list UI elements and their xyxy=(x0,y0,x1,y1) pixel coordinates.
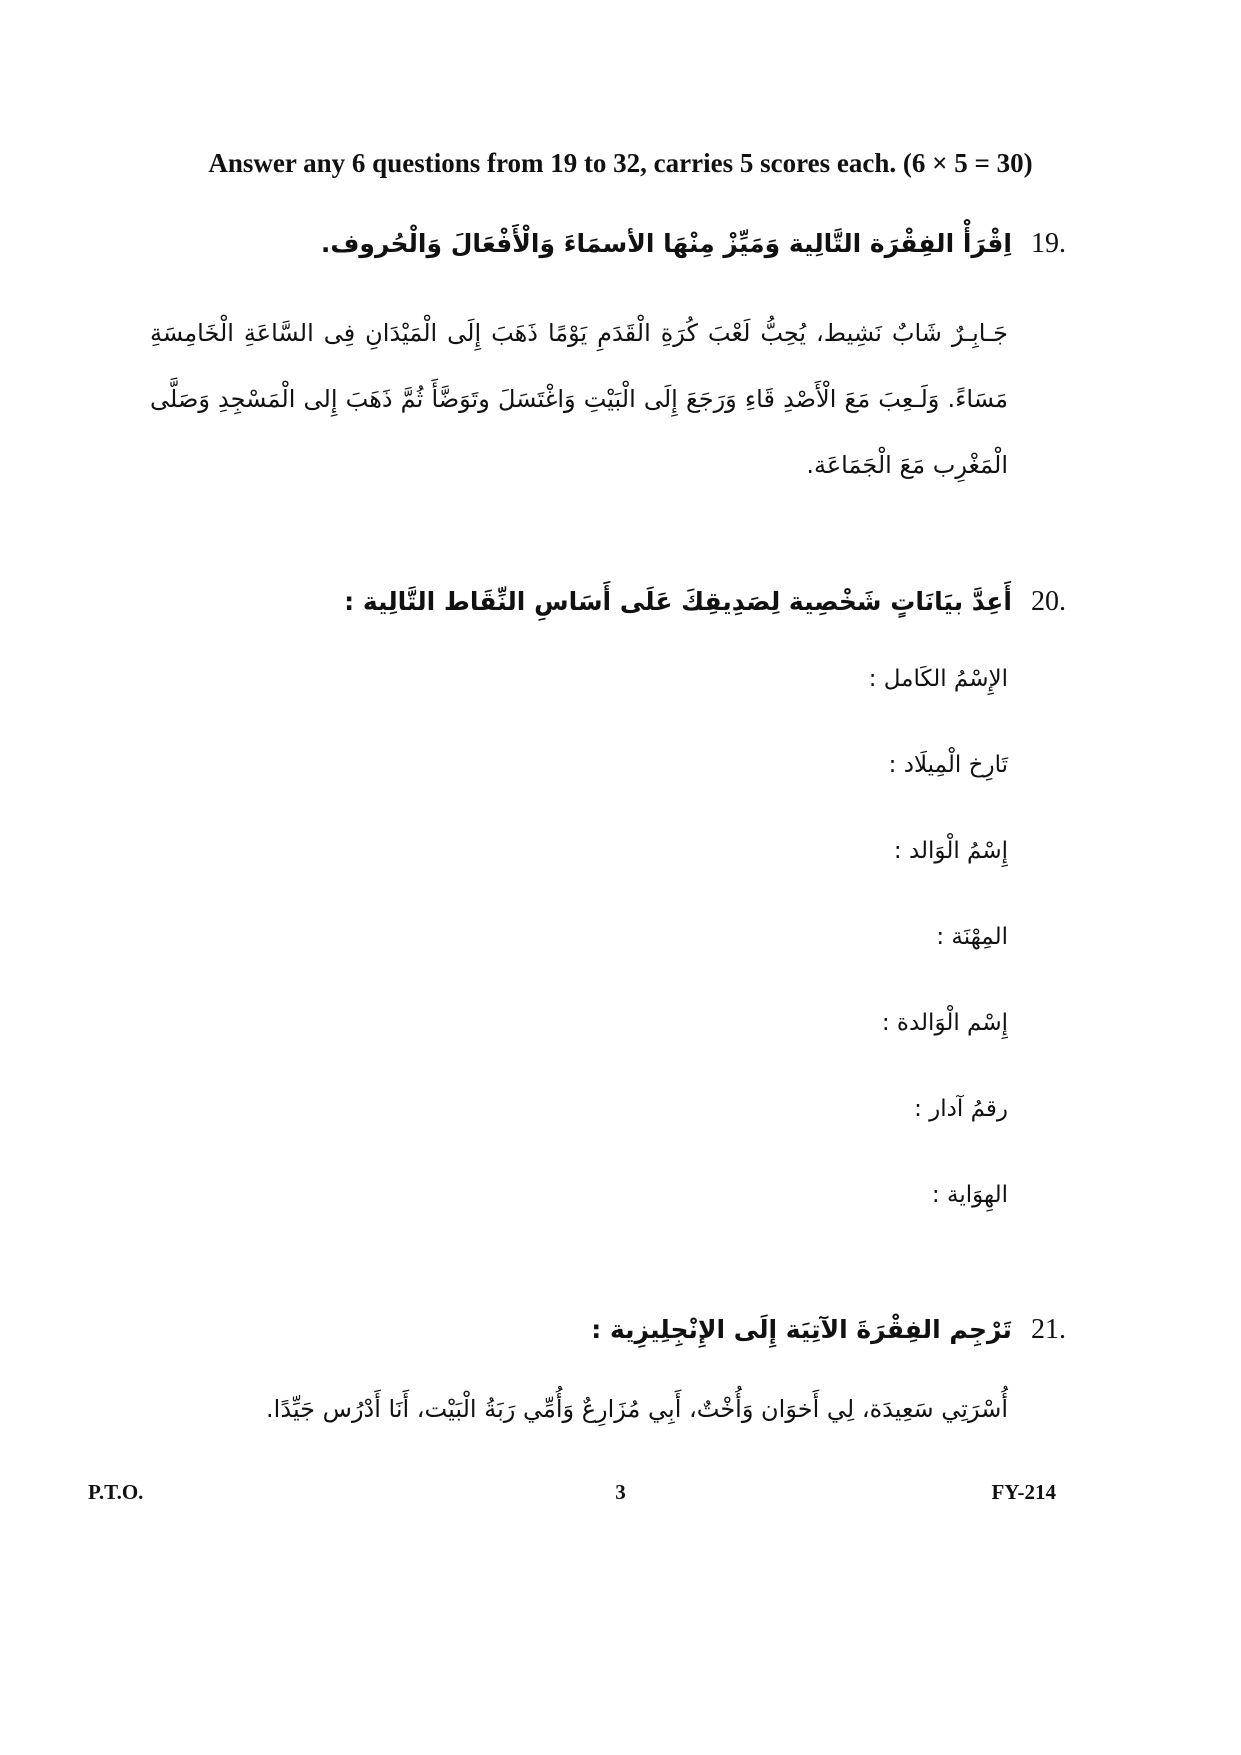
question-number: 20. xyxy=(1031,586,1066,617)
footer-page-number: 3 xyxy=(615,1480,626,1504)
question-title: اِقْرَأْ الفِقْرَة التَّالِية وَمَيِّزْ مِنْهَا الأسمَاءَ وَالْأَفْعَالَ وَالْحُروف. xyxy=(320,229,1012,258)
section-instruction: Answer any 6 questions from 19 to 32, carries 5 scores each. (6 × 5 = 30) xyxy=(208,148,1033,178)
footer-paper-code: FY-214 xyxy=(991,1480,1056,1504)
field-occupation: المِهْنَة : xyxy=(936,924,1008,950)
field-hobby: الهِوَاية : xyxy=(931,1182,1008,1208)
question-19-heading xyxy=(150,228,1066,260)
field-father-name: إِسْمُ الْوَالد : xyxy=(893,838,1008,864)
question-21-paragraph: أُسْرَتِي سَعِيدَة، لِي أَخوَان وَأُخْتٌ، أَبِي مُزَارِعٌ وَأُمِّي رَبَةُ الْبَيْت، أَنَا أَدْرُس جَيِّدًا. xyxy=(266,1395,1008,1423)
question-21-heading xyxy=(150,1314,1066,1346)
field-aadhaar-number: رقمُ آدار : xyxy=(914,1096,1008,1122)
question-number: 21. xyxy=(1031,1314,1066,1345)
question-19-paragraph: جَـابِـرٌ شَابٌ نَشِيط، يُحِبُّ لَعْبَ كُرَةِ الْقَدَمِ يَوْمًا ذَهَبَ إِلَى الْمَيْدَانِ فِى السَّاعَةِ الْخَامِسَةِ مَسَاءً. وَلَـعِبَ مَعَ الْأَصْدِ قَاءِ وَرَجَعَ إِلَى الْبَيْتِ وَاغْتَسَلَ وتَوَضَّأَ ثُمَّ ذَهَبَ إِلى الْمَسْجِدِ وَصَلَّى الْمَغْرِب مَعَ الْجَمَاعَة. xyxy=(150,319,1008,479)
question-title: تَرْجِم الفِقْرَةَ الآتِيَة إِلَى الإِنْجِلِيزِية : xyxy=(591,1315,1012,1344)
footer-pto: P.T.O. xyxy=(88,1480,144,1504)
question-number: 19. xyxy=(1031,228,1066,259)
field-mother-name: إِسْم الْوَالدة : xyxy=(881,1010,1008,1036)
question-20-fields xyxy=(508,656,1008,1258)
field-date-of-birth: تَارِخ الْمِيلَاد : xyxy=(888,752,1008,778)
field-full-name: الإِسْمُ الكَامل : xyxy=(868,666,1008,692)
question-title: أَعِدَّ بيَانَاتٍ شَخْصِية لِصَدِيقِكَ عَلَى أَسَاسِ النِّقَاط التَّالِية : xyxy=(344,587,1012,616)
question-20-heading xyxy=(150,586,1066,618)
